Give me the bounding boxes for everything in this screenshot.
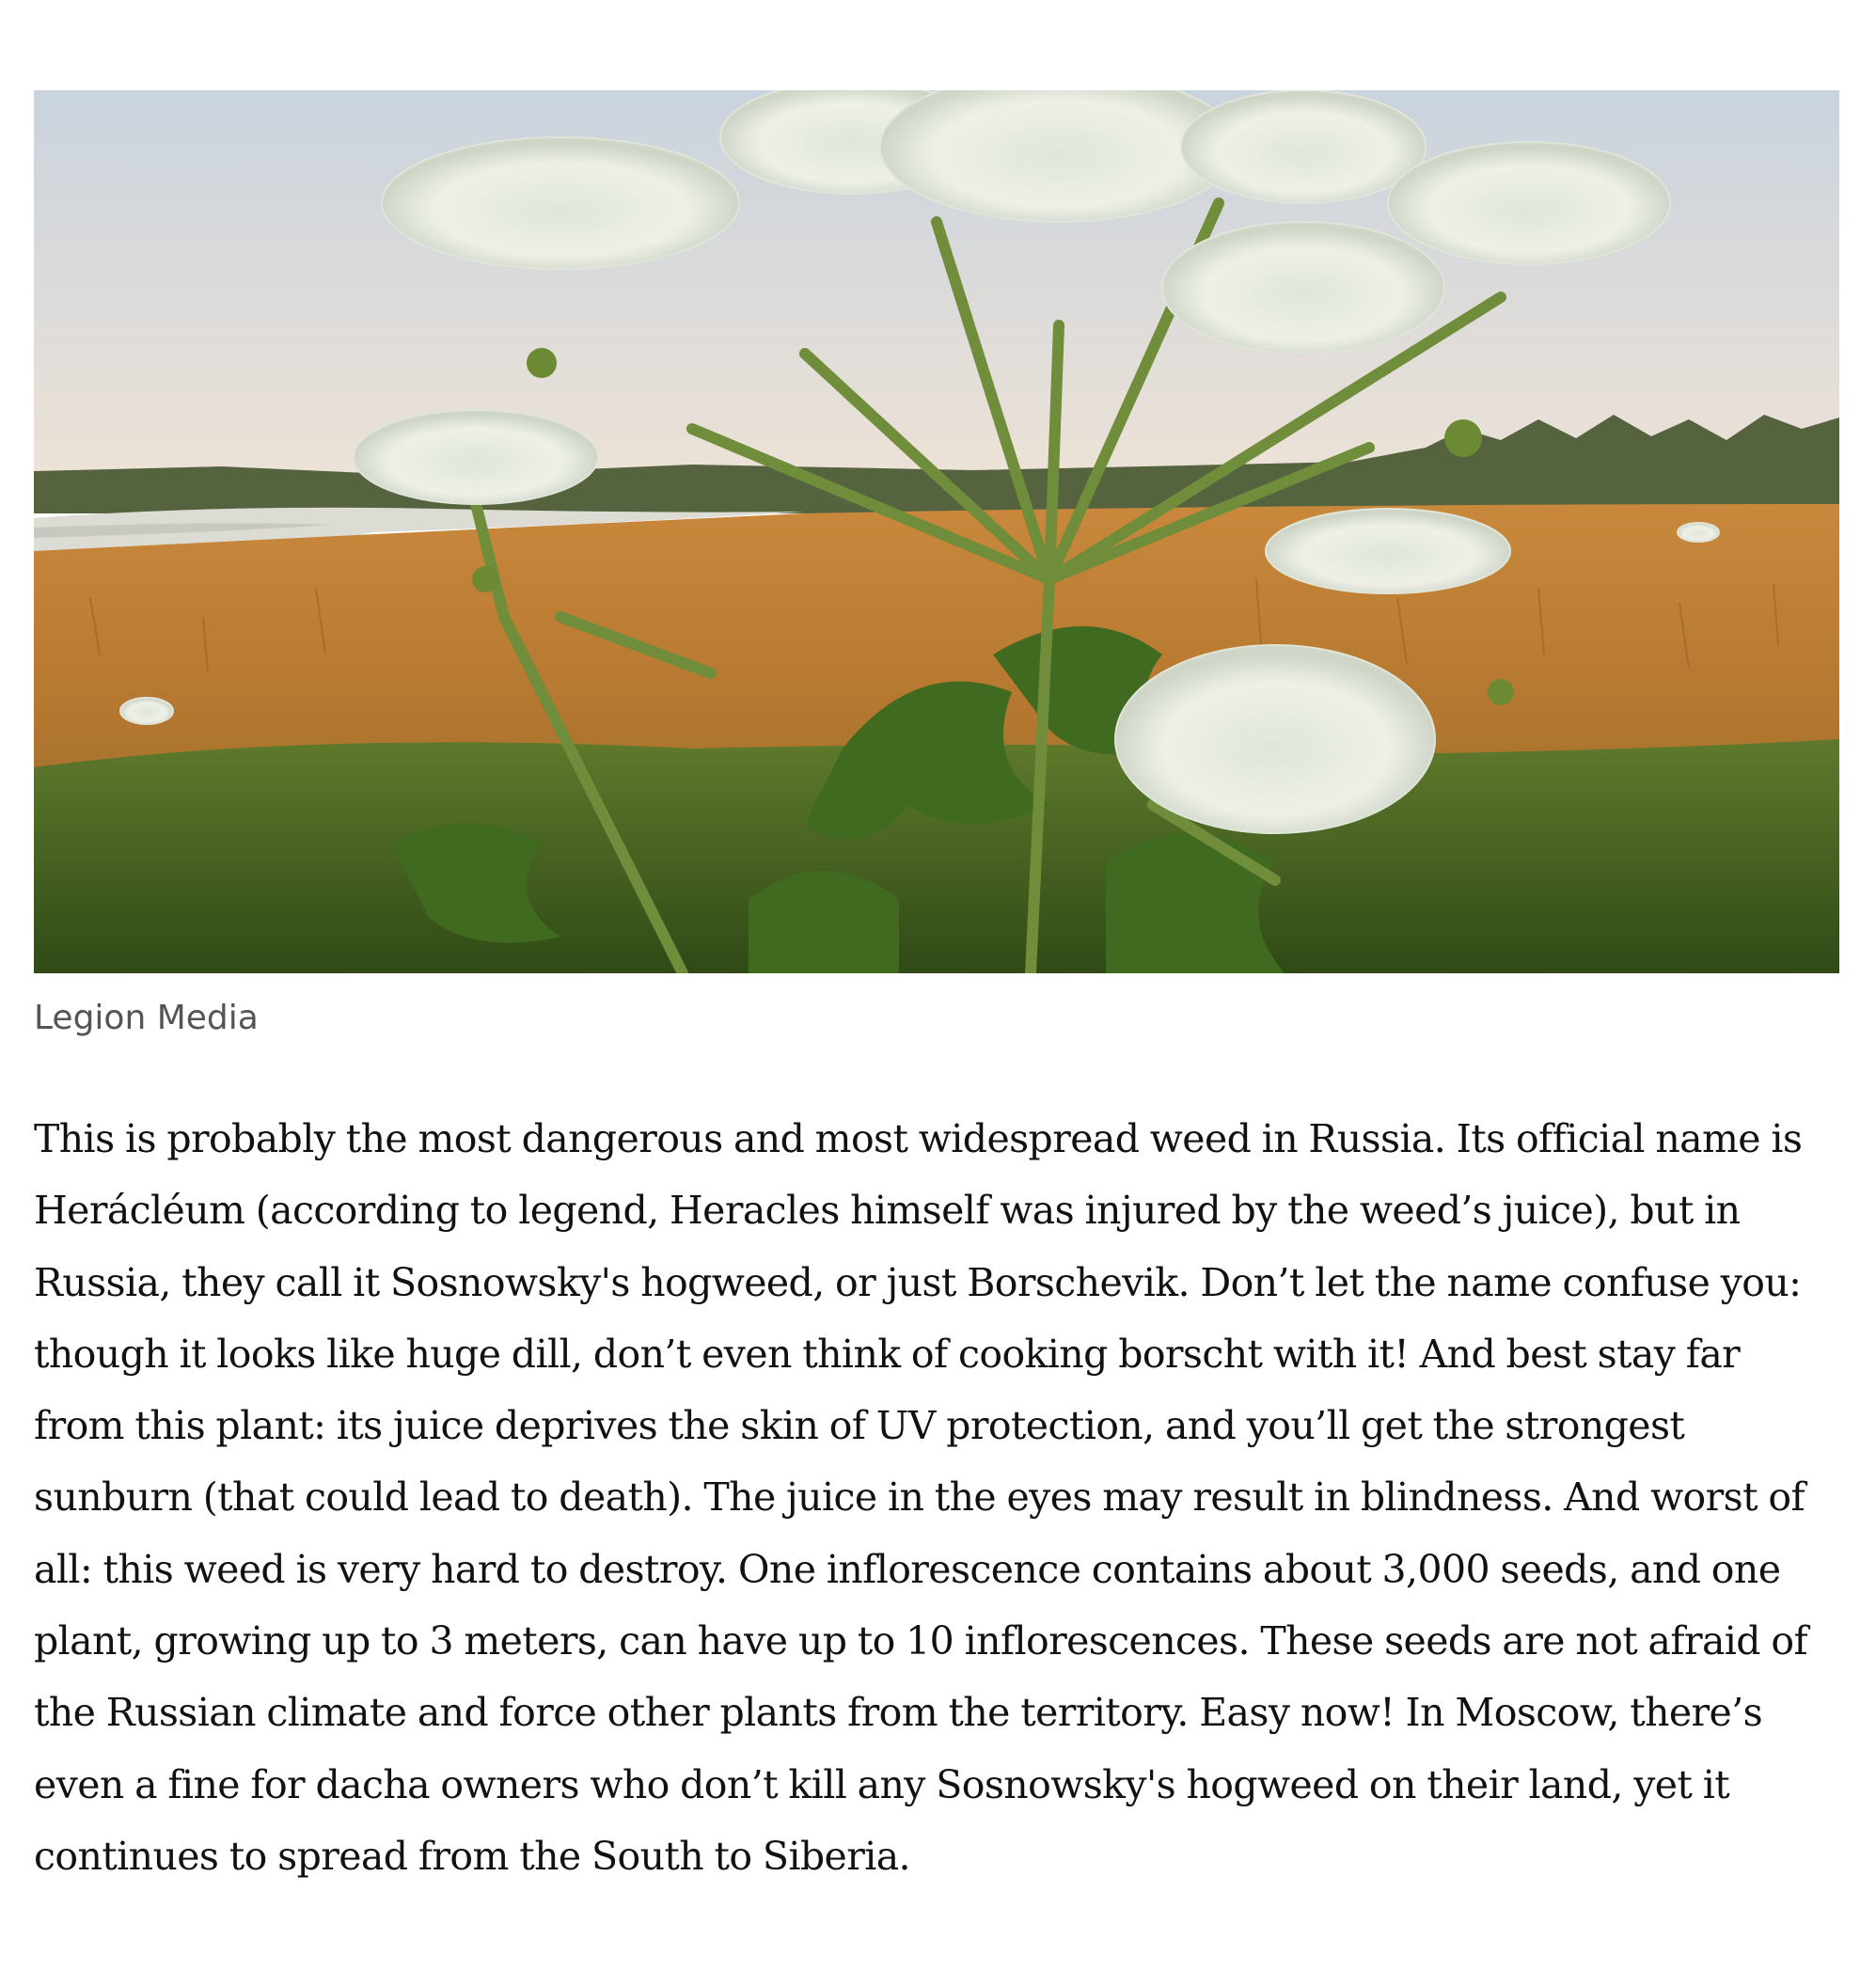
photo-figure [34,90,1839,1039]
article-paragraph: This is probably the most dangerous and most widespread weed in Russia. Its official name is Herácléum (according to legend, Heracles himself was injured by the weed’s juice), but in Russia, they call it Sosnowsky's hogweed, or just Borschevik. Don’t let the name confuse you: though it looks like huge dill, don’t even think of cooking borscht with it! And best stay far from this plant: its juice deprives the skin of UV protection, and you’ll get the strongest sunburn (that could lead to death). The juice in the eyes may result in blindness. And worst of all: this weed is very hard to destroy. One inflorescence contains about 3,000 seeds, and one plant, growing up to 3 meters, can have up to 10 inflorescences. These seeds are not afraid of the Russian climate and force other plants from the territory. Easy now! In Moscow, there’s even a fine for dacha owners who don’t kill any Sosnowsky's hogweed on their land, yet it continues to spread from the South to Siberia. [34,1116,1808,1879]
article [34,90,1839,1931]
photo-caption: Legion Media [34,999,259,1037]
hogweed-photo [34,90,1839,973]
